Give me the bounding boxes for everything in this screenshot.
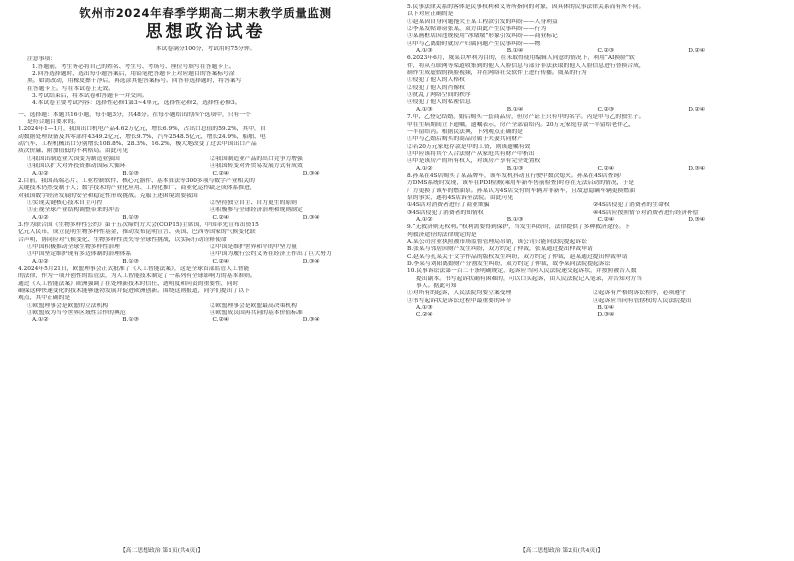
question-stem: 列救济途径的法律规定的是 xyxy=(407,231,477,238)
option: ④4S店应按照情节对消费者进行经济补偿 xyxy=(593,209,699,216)
question-stem: 件，将从互联网等渠道收集到的他人人脸信息与部分非法获取的他人人脸信息进行替换合成， xyxy=(407,62,645,69)
answer-choice: D.②④ xyxy=(688,106,705,113)
question-9 xyxy=(407,224,779,268)
option: ①欧盟理事会是欧盟的立法机构 xyxy=(27,302,109,309)
question-stem: 质次价廉、附加值低的不利格局。由此可见 xyxy=(18,148,129,155)
question-stem: 动汽车、工程机械出口分别增长108.8%、28.3%、16.2%，极大地改变了过去中国出口产品 xyxy=(18,141,257,148)
option: ②若20万元家庭存款是甲的工资，则该遗嘱有效 xyxy=(407,143,531,150)
notice-line: 4.本试卷主要考试内容：选择性必修1第3~4单元，选择性必修2，选择性必修3。 xyxy=(32,100,241,107)
option: ①甲与乙婚后购买的商品房属于夫妻共同财产 xyxy=(407,136,523,143)
question-stem: 提出副本。书写起诉状确有困难的，可以口头起诉，由人民法院记入笔录，并告知对方当 xyxy=(416,275,643,282)
answer-choice: B.①④ xyxy=(597,305,614,312)
question-4 xyxy=(18,266,393,325)
option: ③某画框店因违规使用“冰墩墩”形象引发纠纷——商业标记 xyxy=(407,33,558,40)
notice-line: 黑。如需改动，用橡皮擦干净后，再选涂其他答案标号。回答非选择题时，将答案写 xyxy=(27,78,242,85)
question-stem: 5.民事法律关系的客体是民事权利和义务所指向的对象，因具体的民事法律关系而有所不同。 xyxy=(407,4,645,10)
answer-choice: B.①③ xyxy=(506,165,524,172)
question-stem: 关键技术仍然受制于人；数字技术的产业化应用、工程化推广、商业化运作缺乏成体系推进， xyxy=(18,185,256,192)
question-5 xyxy=(407,4,779,55)
answer-choice: A.①③ xyxy=(416,106,433,113)
answer-choice: C.②④ xyxy=(212,258,229,265)
answer-choice: C.②④ xyxy=(212,170,229,177)
question-stem: 7.甲、乙登记结婚，婚后购买一套商品房，但房产证上只有甲的名字。丙是甲与乙的独生子。 xyxy=(407,114,645,121)
answer-choice: C.②④ xyxy=(212,317,229,324)
option: ①赵某因自身问题拖欠王某工程款引发的纠纷——人身利益 xyxy=(407,18,558,25)
answer-choice: C.②③ xyxy=(597,106,614,113)
option: ②起诉有严格的诉讼程序，必须遵守 xyxy=(593,290,686,297)
option: ①我国出制造业大国变为制造业强国 xyxy=(27,155,120,162)
question-stem: 通过《人工智能法案》欧洲强调了在处理新技术时信任、透明度和问责的重要性，同时 xyxy=(18,280,239,287)
option: A.某公司营业执照被市场监督管理局吊销，该公司只能向法院提起诉讼 xyxy=(407,239,587,245)
option: ③4S店侵犯了消费者的知情权 xyxy=(407,209,484,216)
answer-choice: B.①③ xyxy=(122,170,139,177)
answer-choice: A.①② xyxy=(416,165,433,172)
question-stem: 甲在生病期间立下遗嘱，遗嘱表示，房产全部留给丙。20万元家庭存款一半留给老伴乙， xyxy=(407,121,635,128)
question-stem: 4.2024年5月21日，欧盟理事会正式批准了《人工智能法案》，这是全球首部监管人工智能 xyxy=(18,265,250,272)
answer-choice: C.②④ xyxy=(212,214,229,221)
question-stem: 事人。据此可知 xyxy=(416,283,457,290)
question-stem: 对我国数字经济发展的安全和稳定性形成挑战。克服上述困境需要我国 xyxy=(18,192,198,199)
answer-choice: A.①③ xyxy=(416,48,433,55)
option: ③扰乱了网络空间的秩序 xyxy=(407,92,471,99)
option: ④中国为履行公约义务在经济上作出了巨大努力 xyxy=(210,251,332,258)
option: ②欧盟理事会是欧盟最高决策机构 xyxy=(210,302,297,309)
answer-choice: A.①③ xyxy=(416,305,433,312)
question-stem: 动数据处理设备及其零部件4349.2亿元，增长9.7%，汽车2548.5亿元，增长24.9%，船舶、电 xyxy=(18,133,266,140)
answer-choice: C.②④ xyxy=(416,312,433,319)
question-2 xyxy=(18,178,393,222)
question-stem: 确保这种快速变化的技术能够蓬勃发展并促进欧洲创新。围绕这则报道，同学们提出了以下 xyxy=(18,288,250,294)
answer-choice: D.③④ xyxy=(302,317,320,324)
question-10 xyxy=(407,268,779,319)
question-3 xyxy=(18,222,393,266)
question-stem: 3.作为联合国《生物多样性公约》第十五次缔约方大会(COP15)主席国，中国率先宣布出资15 xyxy=(18,221,259,228)
question-stem: 9.“无救济则无权利。”权利需要得到保护，当发生纠纷时，法律提供了多种救济途径。下 xyxy=(407,224,631,231)
answer-choice: B.①③ xyxy=(122,317,139,324)
question-stem: 的法律，作为一项开创性的监管法，为人工智能技术制定了一系列有全球影响力的基本准则。 xyxy=(18,273,256,280)
option: ②侵犯了他人的肖像权 xyxy=(407,84,465,91)
notice-line: 1.答题前，考生务必将自己的姓名、考生号、考场号、座位号填写在答题卡上。 xyxy=(32,63,235,70)
question-stem: 制作生成虚假的换脸视频，并在网络社交软件上进行传播。虞某的行为 xyxy=(407,70,587,77)
option: ②中国是维护世界和平的中坚力量 xyxy=(210,243,297,250)
answer-choice: B.①④ xyxy=(506,106,524,113)
answer-choice: A.①② xyxy=(32,258,49,265)
question-stem: 方DMS系统时发现，该车在PDI检测(乘用车新车售前检查)时存在无法启动的情况，于是 xyxy=(407,180,635,187)
option: ④欧盟成员国再共同的基本价值标准 xyxy=(210,310,303,317)
question-stem: 8.孙某在4S店购买了某品牌车，该车发机抖动且行驶中数次熄火。孙某在4S店查询厂 xyxy=(407,172,625,179)
question-stem: 2.目前，我国高端芯片、工业控制软件、核心元器件、基本算法等300多项与数字产业相关的 xyxy=(18,177,255,184)
option: ④甲是该房产的所有权人，对该房产享有完全处置权 xyxy=(407,158,541,165)
answer-choice: D.③④ xyxy=(597,312,615,319)
option: ②坚持独立自主、自力更生的原则 xyxy=(210,199,297,206)
answer-choice: C.②④ xyxy=(597,216,614,223)
question-stem: 厂方更换了该车的燃油泵。孙某认为4S店交付的车辆并非新车，且故意隐瞒车辆更换燃油 xyxy=(407,187,635,194)
answer-choice: A.①② xyxy=(32,214,49,221)
exam-info: 本试卷满分100分，考试用时75分钟。 xyxy=(155,46,256,52)
option: ③我国以扩大对外投资推动国际大循环 xyxy=(27,163,126,170)
option: ④起诉应当向有管辖权的人民法院提出 xyxy=(593,297,692,304)
section-heading: 是符合题目要求的。 xyxy=(27,119,80,126)
notice-title: 注意事项： xyxy=(27,56,56,63)
answer-choice: A.①② xyxy=(32,170,49,177)
answer-choice: D.③④ xyxy=(302,214,320,221)
notice-line: 2.回答选择题时，选出每小题答案后，用铅笔把答题卡上对应题目的答案标号涂 xyxy=(32,71,235,78)
notice-line: 3.考试结束后，将本试卷和答题卡一并交回。 xyxy=(32,93,148,100)
question-stem: 10.民事诉讼法第一百二十条明确规定，起诉应当向人民法院递交起诉状，并按照被告人数 xyxy=(407,268,637,275)
question-6 xyxy=(407,55,779,114)
answer-choice: B.①③ xyxy=(506,216,524,223)
option: ①对所有的起诉，人民法院均要立案受理 xyxy=(407,290,512,297)
answer-choice: D.③④ xyxy=(688,216,705,223)
page-footer: 【高二思想政治 第2页(共4页)】 xyxy=(520,548,604,554)
question-stem: 一半留给丙。根据民法典，下列观点正确的是 xyxy=(407,128,523,135)
question-stem: 6.2023年6月，虞某以牟利为目的，在未取得使用编辑人同意的情况下，利用“AI换脸”软 xyxy=(407,55,635,62)
answer-choice: D.③④ xyxy=(302,170,320,177)
question-stem: 观点，其中正确的是 xyxy=(18,295,71,302)
answer-choice: D.③④ xyxy=(302,258,320,265)
answer-choice: D.③④ xyxy=(688,165,705,172)
option: ①中国积极推动全球生物多样性治理 xyxy=(27,243,120,250)
notice-line: 在答题卡上。写在本试卷上无效。 xyxy=(27,85,114,92)
section-heading: 一、选择题：本题共16小题，每小题3分，共48分。在每小题给出的四个选项中，只有一个 xyxy=(18,111,251,118)
answer-choice: C.②④ xyxy=(597,165,614,172)
question-stem: 亿元人民币，成立昆明生物多样性基金，推动发布昆明宣言、英国、巴西等国家的气候变化联 xyxy=(18,229,256,236)
question-stem: 泵的事实，遂将4S店诉至法院。由此可见 xyxy=(407,194,514,201)
question-stem: 合声明，协同应对气候变化、生物多样性丧失等全球性挑战，以实际行动诠释使命 xyxy=(18,236,227,243)
option: ③正视全球产业结构调整带来的冲击 xyxy=(27,207,120,214)
answer-choice: D.②④ xyxy=(688,48,705,55)
option: ④我国转变对外贸易发展方式有成效 xyxy=(210,163,303,170)
question-7 xyxy=(407,114,779,173)
page-1 xyxy=(18,4,393,561)
question-8 xyxy=(407,173,779,224)
option: D.李某与刘阳离婚财产分割发生纠纷，双方约定了仲裁，故李某向法院提起诉讼 xyxy=(407,261,611,268)
exam-title: 钦州市2024年春季学期高二期末教学质量监测 xyxy=(79,6,332,20)
answer-choice: A.①② xyxy=(32,317,49,324)
answer-choice: B.①③ xyxy=(122,258,139,265)
page-2 xyxy=(407,4,779,561)
option: C.赵某与孔某关于文字作品的版权发生纠纷，双方约定了仲裁，赵某通过提出仲裁申请 xyxy=(407,253,628,260)
option: ④甲与乙离婚时就房产归属问题产生民事纠纷——物 xyxy=(407,40,541,47)
option: ③中国坚定维护现有多边体制的治理体系 xyxy=(27,251,132,258)
answer-choice: B.①③ xyxy=(122,214,139,221)
question-stem: 以下对应正确的是 xyxy=(407,11,454,18)
exam-subject: 思想政治试卷 xyxy=(145,22,266,42)
page-footer: 【高二思想政治 第1页(共4页)】 xyxy=(120,548,204,554)
option: B.张某与邻居因财产发生纠纷，双方约定了仲裁，张某通过提出仲裁申请 xyxy=(407,246,593,253)
option: ④侵犯了他人的私密信息 xyxy=(407,99,471,106)
answer-choice: C.②③ xyxy=(597,48,614,55)
option: ③书写起诉状是诉讼过程中最重要的环节 xyxy=(407,297,512,304)
option: ①实现关键核心技术自主可控 xyxy=(27,199,103,206)
option: ③欧盟成为当今世界区域性合作的典范 xyxy=(27,310,126,317)
question-1 xyxy=(18,126,393,177)
option: ②李某发帖诽谤张某，双方由此产生民事纠纷——行为 xyxy=(407,26,547,33)
option: ③甲应该将其个人合法财产从家庭共有财产中析出 xyxy=(407,150,535,157)
option: ①4S店对消费者进行了商业欺骗 xyxy=(407,202,490,209)
question-stem: 1.2024年1—1月，我国出口机电产品4.62万亿元，增长6.9%，占出口总值的59.2%，其中，自 xyxy=(18,126,266,133)
answer-choice: B.①④ xyxy=(506,48,524,55)
option: ②4S店侵犯了消费者的生命权 xyxy=(593,202,670,209)
option: ①侵犯了他人的人格权 xyxy=(407,77,465,84)
option: ④积极参与全球经济治理和规则制定 xyxy=(210,207,303,214)
option: ②我国制造业产品的出口竞争力增强 xyxy=(210,155,303,162)
answer-choice: A.①② xyxy=(416,216,433,223)
